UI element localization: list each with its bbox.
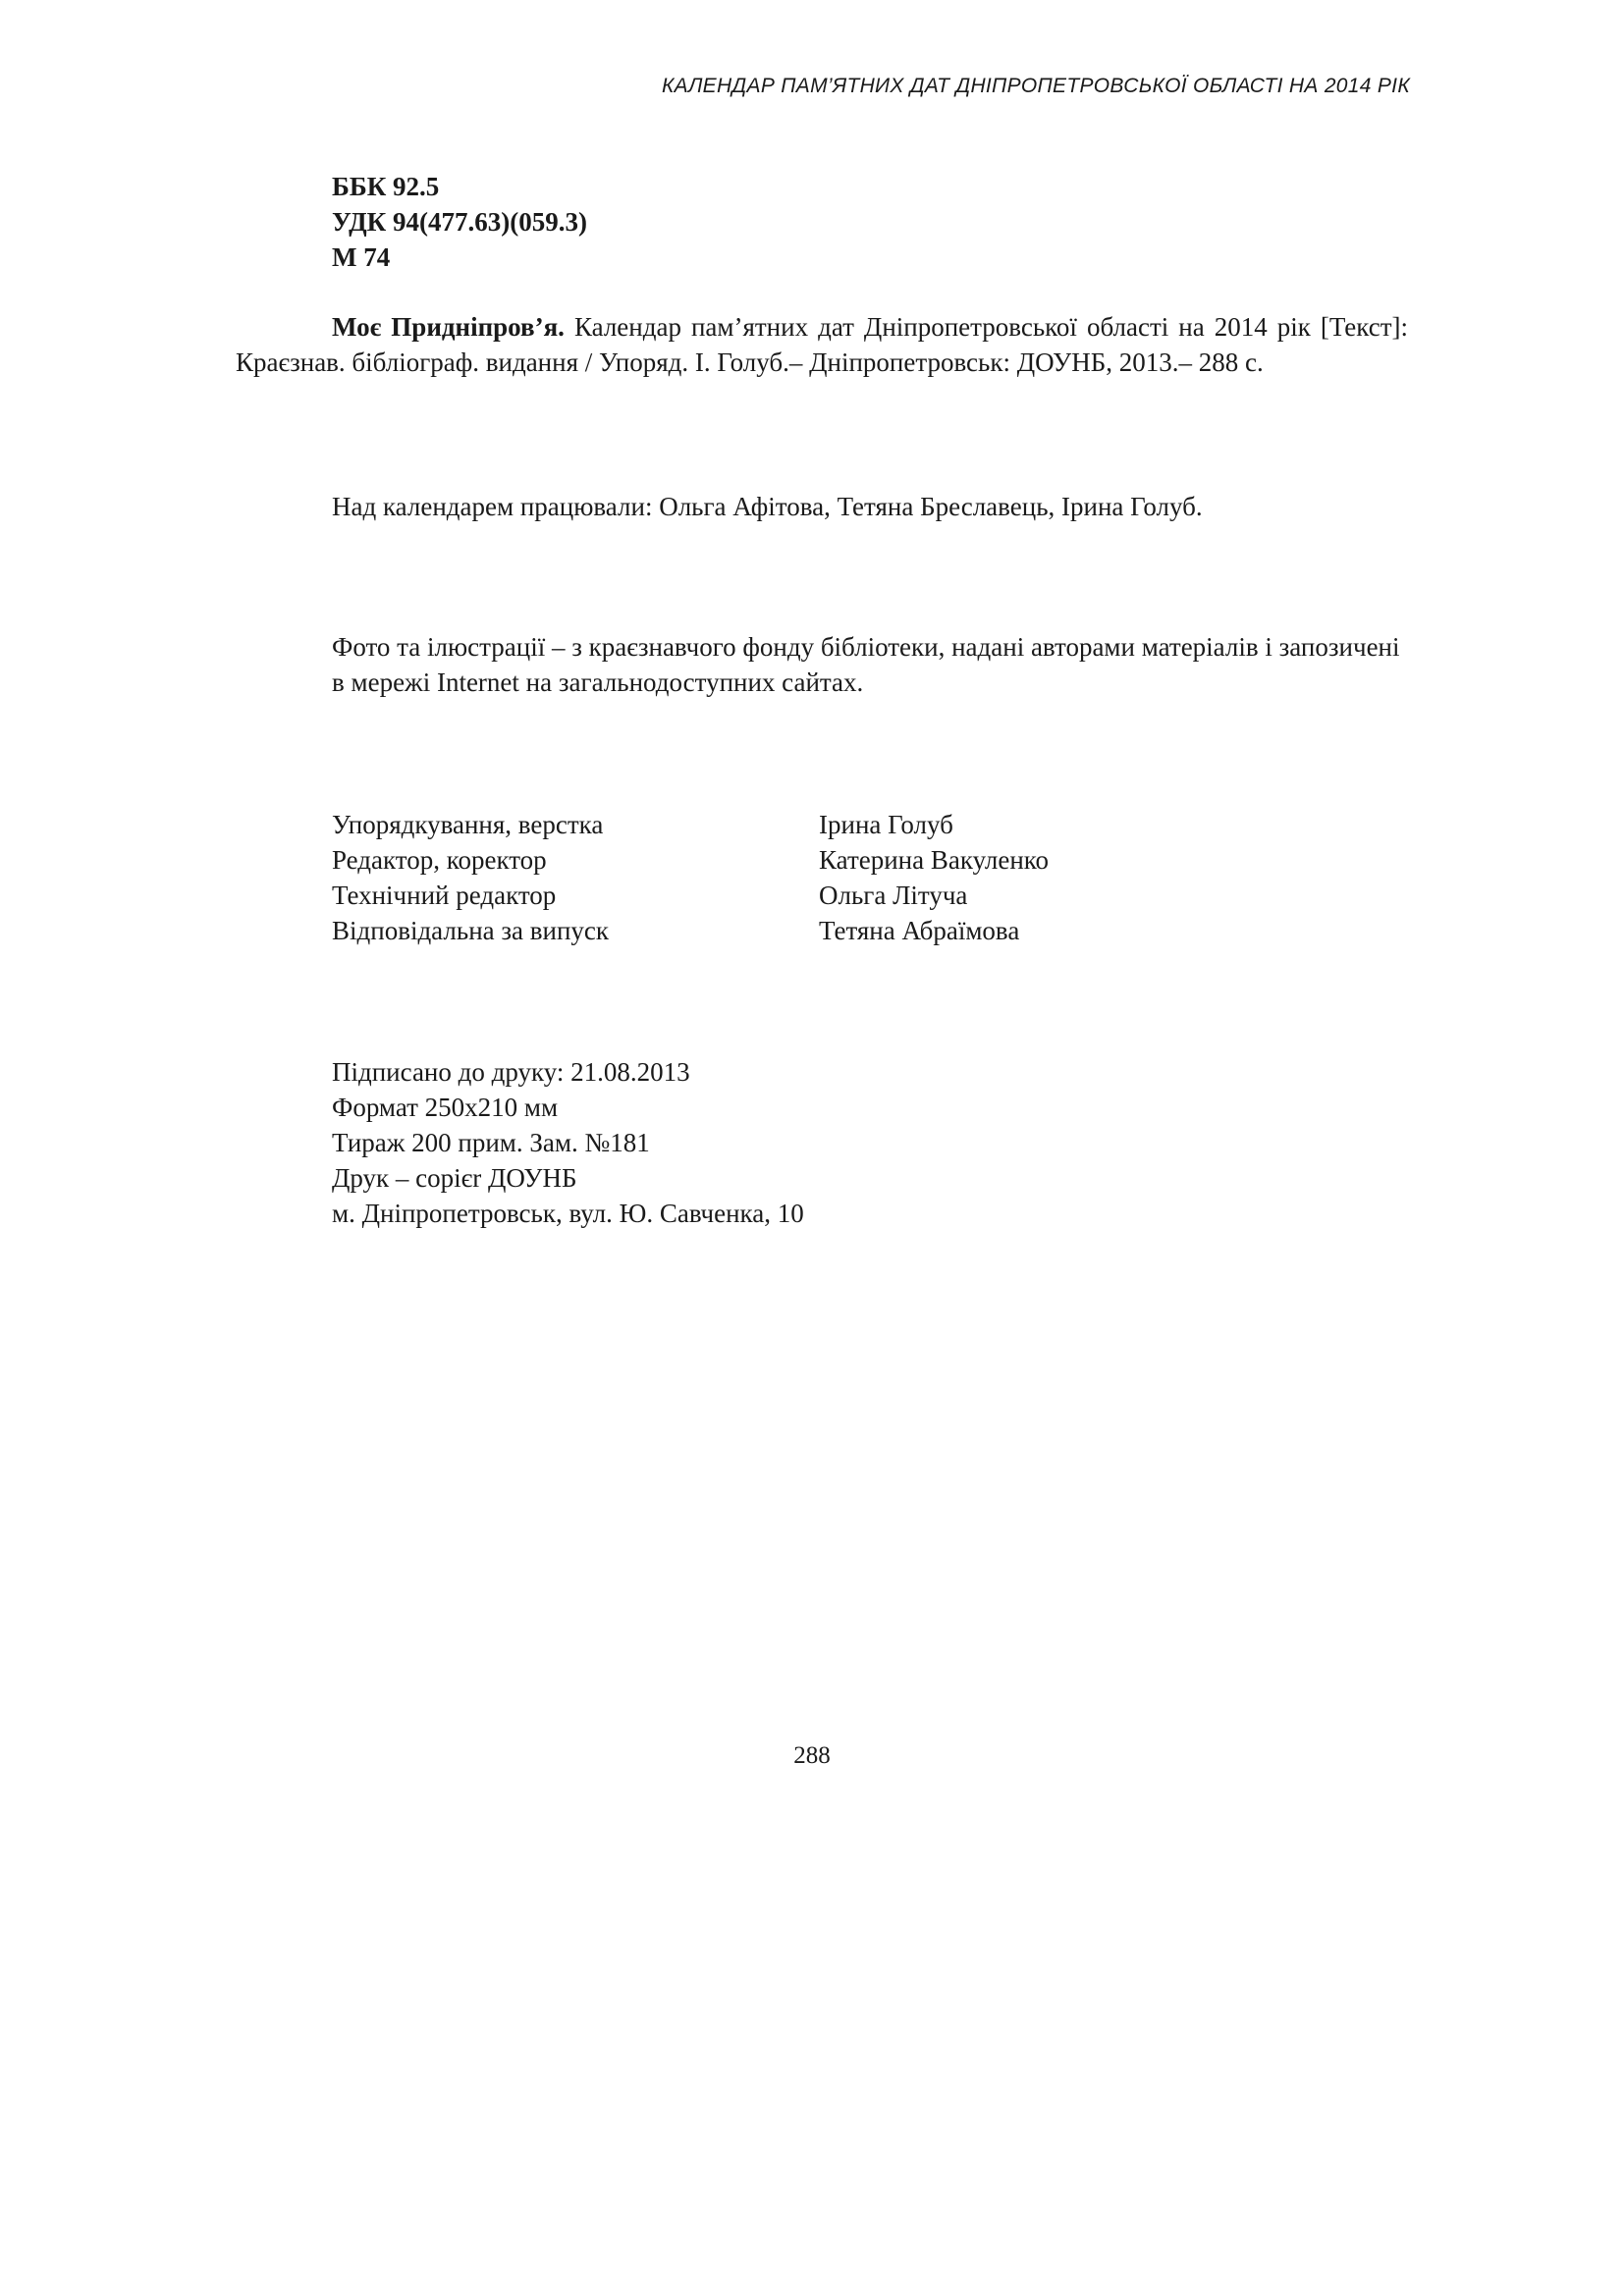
credit-row [332, 913, 1049, 948]
credit-row [332, 878, 1049, 913]
credit-name: Катерина Вакуленко [819, 845, 1050, 875]
photo-note: Фото та ілюстрації – з краєзнавчого фонду бібліотеки, надані авторами матеріалів і запозичені в мережі Internet на загальнодоступних сайтах. [332, 632, 1400, 697]
credit-row [332, 842, 1049, 878]
credit-name: Ольга Літуча [819, 881, 968, 910]
page-number: 288 [793, 1742, 831, 1769]
running-header: КАЛЕНДАР ПАМ’ЯТНИХ ДАТ ДНІПРОПЕТРОВСЬКОЇ ОБЛАСТІ НА 2014 РІК [661, 75, 1410, 97]
credit-row [332, 807, 1049, 842]
classification-block [332, 169, 587, 275]
author-mark: М 74 [332, 242, 391, 272]
credit-role: Відповідальна за випуск [332, 916, 610, 945]
print-run-line: Тираж 200 прим. Зам. №181 [332, 1128, 650, 1157]
credit-role: Редактор, коректор [332, 845, 547, 875]
credit-name: Ірина Голуб [819, 810, 953, 839]
bibliographic-entry [236, 309, 1408, 380]
credit-name: Тетяна Абраїмова [819, 916, 1020, 945]
udk-index: УДК 94(477.63)(059.3) [332, 207, 587, 237]
book-description: Календар пам’ятних дат Дніпропетровської області на 2014 рік [Текст]: Краєзнав. бібліограф. видання / Упоряд. І. Голуб.– Дніпропетровськ: ДОУНБ, 2013.– 288 с. [236, 312, 1408, 377]
contributors-note: Над календарем працювали: Ольга Афітова, Тетяна Бреславець, Ірина Голуб. [332, 492, 1203, 521]
book-title: Моє Придніпров’я. [332, 312, 565, 342]
format-line: Формат 250х210 мм [332, 1093, 559, 1122]
address-line: м. Дніпропетровськ, вул. Ю. Савченка, 10 [332, 1199, 804, 1228]
credit-role: Упорядкування, верстка [332, 810, 604, 839]
printing-line: Друк – copiєr ДОУНБ [332, 1163, 577, 1193]
signed-to-print: Підписано до друку: 21.08.2013 [332, 1057, 690, 1087]
credits-list [332, 807, 1049, 948]
imprint-block [332, 1054, 804, 1231]
credit-role: Технічний редактор [332, 881, 557, 910]
bbk-index: ББК 92.5 [332, 172, 440, 201]
